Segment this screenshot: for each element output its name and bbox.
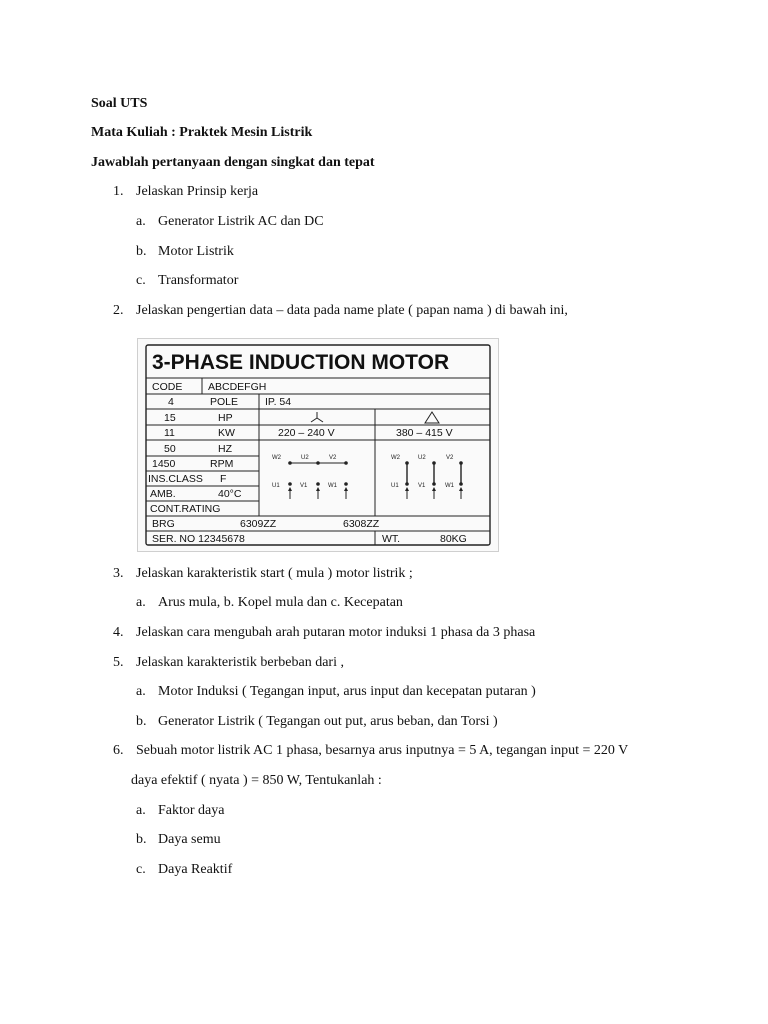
q5-number: 5. <box>113 655 124 670</box>
q5-item-a-marker: a. <box>136 684 146 699</box>
q6-item-b-text: Daya semu <box>158 832 221 847</box>
terminal-w2: W2 <box>272 455 281 461</box>
serial-number: SER. NO 12345678 <box>152 533 245 545</box>
star-connection-icon <box>311 412 323 422</box>
pole-label: POLE <box>210 396 239 408</box>
terminal-w1-delta: W1 <box>445 483 454 489</box>
terminal-w2-delta: W2 <box>391 455 400 461</box>
terminal-u1: U1 <box>272 483 280 489</box>
q2-text: Jelaskan pengertian data – data pada name plate ( papan nama ) di bawah ini, <box>136 303 568 318</box>
terminal-v2-delta: V2 <box>446 455 454 461</box>
q1-number: 1. <box>113 184 124 199</box>
terminal-u2-delta: U2 <box>418 455 426 461</box>
q1-item-b-marker: b. <box>136 244 147 259</box>
star-wiring-diagram <box>272 455 348 499</box>
doc-title: Soal UTS <box>91 96 148 111</box>
q5-item-b-text: Generator Listrik ( Tegangan out put, arus beban, dan Torsi ) <box>158 714 498 729</box>
voltage-star: 220 – 240 V <box>278 427 335 439</box>
ins-class-value: F <box>220 473 227 485</box>
hp-label: HP <box>218 412 233 424</box>
q1-item-a-marker: a. <box>136 214 146 229</box>
course-name: Mata Kuliah : Praktek Mesin Listrik <box>91 125 313 140</box>
rpm-label: RPM <box>210 458 234 470</box>
q4-number: 4. <box>113 625 124 640</box>
pole-value: 4 <box>168 396 174 408</box>
nameplate-title: 3-PHASE INDUCTION MOTOR <box>152 351 450 374</box>
kw-value: 11 <box>164 427 175 439</box>
code-value: ABCDEFGH <box>208 381 267 393</box>
nameplate-image <box>137 338 499 552</box>
q1-item-c-text: Transformator <box>158 273 239 288</box>
hp-value: 15 <box>164 412 176 424</box>
ip-rating: IP. 54 <box>265 396 292 408</box>
rpm-value: 1450 <box>152 458 176 470</box>
q6-item-a-text: Faktor daya <box>158 803 225 818</box>
q3-text: Jelaskan karakteristik start ( mula ) motor listrik ; <box>136 566 413 581</box>
delta-connection-icon <box>425 412 439 423</box>
q3-number: 3. <box>113 566 124 581</box>
q6-item-a-marker: a. <box>136 803 146 818</box>
q5-item-a-text: Motor Induksi ( Tegangan input, arus input dan kecepatan putaran ) <box>158 684 536 699</box>
delta-wiring-diagram <box>391 455 463 499</box>
wt-value: 80KG <box>440 533 467 545</box>
q5-item-b-marker: b. <box>136 714 147 729</box>
q1-item-b-text: Motor Listrik <box>158 244 234 259</box>
q2-number: 2. <box>113 303 124 318</box>
code-label: CODE <box>152 381 183 393</box>
ins-class-label: INS.CLASS <box>148 473 203 485</box>
q5-text: Jelaskan karakteristik berbeban dari , <box>136 655 344 670</box>
q6-number: 6. <box>113 743 124 758</box>
q1-item-c-marker: c. <box>136 273 146 288</box>
instruction: Jawablah pertanyaan dengan singkat dan tepat <box>91 155 375 170</box>
terminal-w1: W1 <box>328 483 337 489</box>
terminal-u2: U2 <box>301 455 309 461</box>
hz-label: HZ <box>218 443 232 455</box>
q1-item-a-text: Generator Listrik AC dan DC <box>158 214 324 229</box>
q6-text: Sebuah motor listrik AC 1 phasa, besarnya arus inputnya = 5 A, tegangan input = 220 V <box>136 743 629 758</box>
terminal-v1: V1 <box>300 483 308 489</box>
q3-item-a-marker: a. <box>136 595 146 610</box>
brg-value-2: 6308ZZ <box>343 518 380 530</box>
amb-value: 40°C <box>218 488 242 500</box>
terminal-v1-delta: V1 <box>418 483 426 489</box>
q6-item-c-text: Daya Reaktif <box>158 862 233 877</box>
amb-label: AMB. <box>150 488 176 500</box>
brg-label: BRG <box>152 518 175 530</box>
terminal-v2: V2 <box>329 455 337 461</box>
terminal-u1-delta: U1 <box>391 483 399 489</box>
q6-item-c-marker: c. <box>136 862 146 877</box>
brg-value-1: 6309ZZ <box>240 518 277 530</box>
q6-text-continued: daya efektif ( nyata ) = 850 W, Tentukanlah : <box>131 773 382 788</box>
cont-rating: CONT.RATING <box>150 503 221 515</box>
voltage-delta: 380 – 415 V <box>396 427 453 439</box>
q3-item-a-text: Arus mula, b. Kopel mula dan c. Kecepatan <box>158 595 403 610</box>
hz-value: 50 <box>164 443 176 455</box>
wt-label: WT. <box>382 533 401 545</box>
q6-item-b-marker: b. <box>136 832 147 847</box>
q4-text: Jelaskan cara mengubah arah putaran motor induksi 1 phasa da 3 phasa <box>136 625 536 640</box>
q1-text: Jelaskan Prinsip kerja <box>136 184 259 199</box>
kw-label: KW <box>218 427 235 439</box>
